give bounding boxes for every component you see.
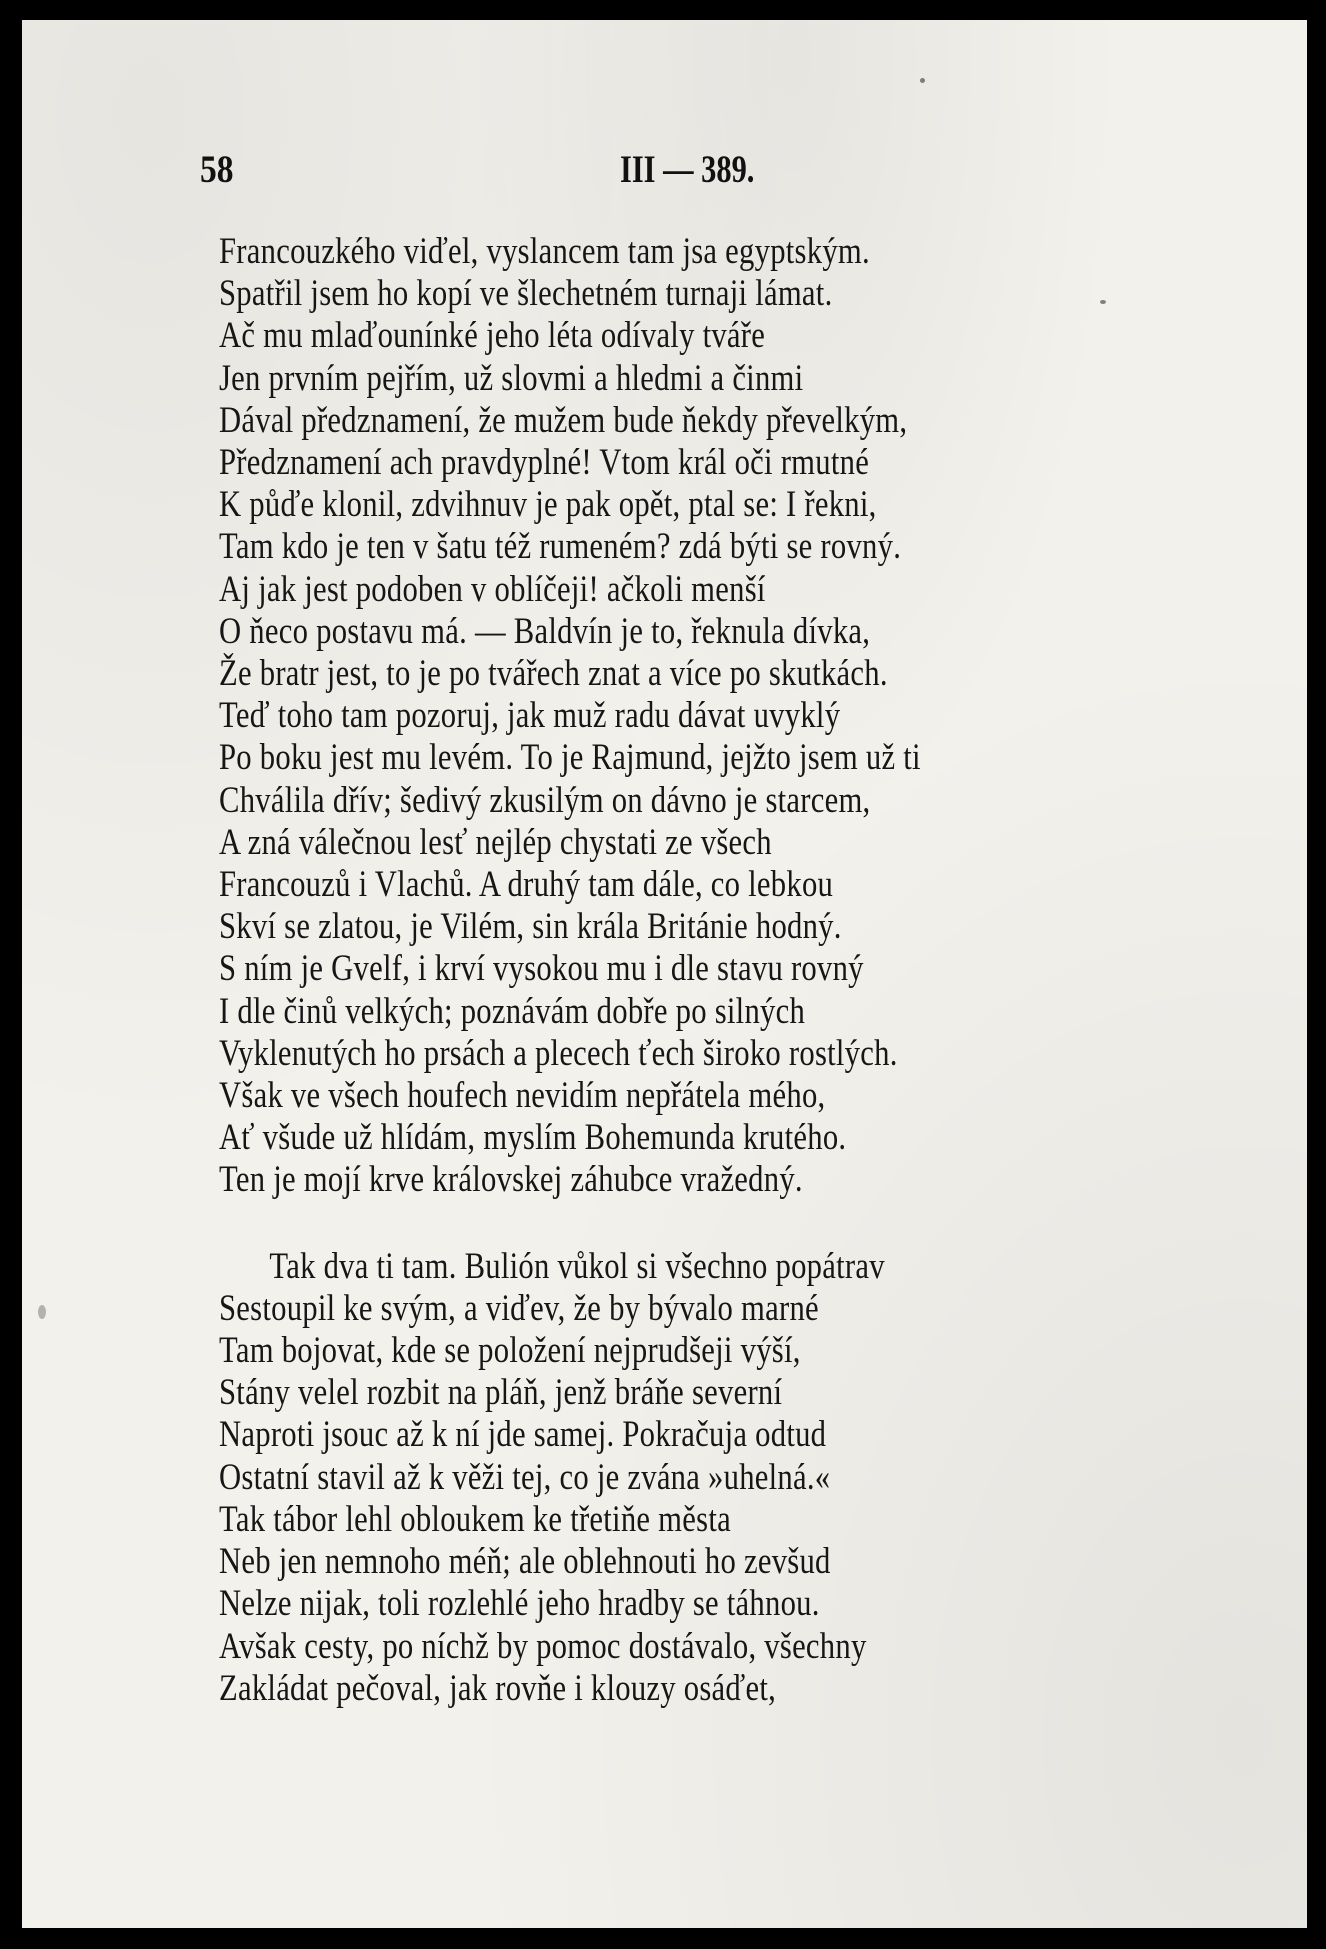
stanza-1 (219, 230, 1259, 1201)
verse-line: Vyklenutých ho prsách a plecech ťech široko rostlých. (219, 1031, 898, 1073)
verse-line: Ač mu mlaďounínké jeho léta odívaly tváře (219, 314, 766, 356)
verse-line: Ať všude už hlídám, myslím Bohemunda krutého. (219, 1116, 847, 1158)
verse-line: Nelze nijak, toli rozlehlé jeho hradby se táhnou. (219, 1582, 820, 1624)
ink-speck (1100, 300, 1106, 304)
verse-line: Však ve všech houfech nevidím nepřátela mého, (219, 1074, 826, 1116)
verse-line: Stány velel rozbit na pláň, jenž bráňe severní (219, 1371, 783, 1413)
verse-line: Sestoupil ke svým, a viďev, že by bývalo marné (219, 1286, 819, 1328)
verse-line: Zakládat pečoval, jak rovňe i klouzy osáďet, (219, 1666, 777, 1708)
verse-line: Předznamení ach pravdyplné! Vtom král oči rmutné (219, 441, 870, 483)
verse-line: Tak tábor lehl obloukem ke třetiňe města (219, 1497, 731, 1539)
verse-line: Chválila dřív; šedivý zkusilým on dávno je starcem, (219, 778, 871, 820)
ink-speck (38, 1305, 46, 1319)
stanza-2 (219, 1245, 1259, 1709)
verse-line: Tam kdo je ten v šatu též rumeném? zdá býti se rovný. (219, 525, 902, 567)
page-number: 58 (200, 148, 234, 191)
ink-speck (920, 78, 925, 83)
verse-line: Naproti jsouc až k ní jde samej. Pokračuja odtud (219, 1413, 827, 1455)
verse-line: O ňeco postavu má. — Baldvín je to, řeknula dívka, (219, 609, 871, 651)
verse-line: Teď toho tam pozoruj, jak muž radu dávat uvyklý (219, 694, 841, 736)
verse-line: Aj jak jest podoben v oblíčeji! ačkoli menší (219, 567, 766, 609)
verse-line: Tak dva ti tam. Bulión vůkol si všechno popátrav (269, 1244, 885, 1286)
verse-line: I dle činů velkých; poznávám dobře po silných (219, 989, 806, 1031)
sheet-reference: III — 389. (620, 148, 755, 191)
verse-line: S ním je Gvelf, i krví vysokou mu i dle stavu rovný (219, 947, 864, 989)
verse-line: Dával předznamení, že mužem bude ňekdy převelkým, (219, 398, 908, 440)
verse-line: Že bratr jest, to je po tvářech znat a více po skutkách. (219, 652, 888, 694)
verse-line: Po boku jest mu levém. To je Rajmund, jejžto jsem už ti (219, 736, 921, 778)
verse-line: Francouzů i Vlachů. A druhý tam dále, co lebkou (219, 863, 834, 905)
verse-line: Spatřil jsem ho kopí ve šlechetném turnaji lámat. (219, 272, 833, 314)
verse-line: Neb jen nemnoho méň; ale oblehnouti ho zevšud (219, 1540, 831, 1582)
verse-line: Ostatní stavil až k věži tej, co je zvána »uhelná.« (219, 1455, 831, 1497)
poem-body (219, 230, 1259, 1709)
verse-line: K půďe klonil, zdvihnuv je pak opět, ptal se: I řekni, (219, 483, 877, 525)
verse-line: Tam bojovat, kde se položení nejprudšeji výší, (219, 1329, 801, 1371)
verse-line: Jen prvním pejřím, už slovmi a hledmi a činmi (219, 356, 804, 398)
verse-line: A zná válečnou lesť nejlép chystati ze všech (219, 820, 772, 862)
verse-line: Ten je mojí krve královskej záhubce vražedný. (219, 1158, 803, 1200)
verse-line: Francouzkého viďel, vyslancem tam jsa egyptským. (219, 230, 870, 271)
verse-line: Avšak cesty, po níchž by pomoc dostávalo, všechny (219, 1624, 867, 1666)
verse-line: Skví se zlatou, je Vilém, sin krála Británie hodný. (219, 905, 842, 947)
book-page (22, 20, 1307, 1928)
page-header (200, 147, 800, 197)
